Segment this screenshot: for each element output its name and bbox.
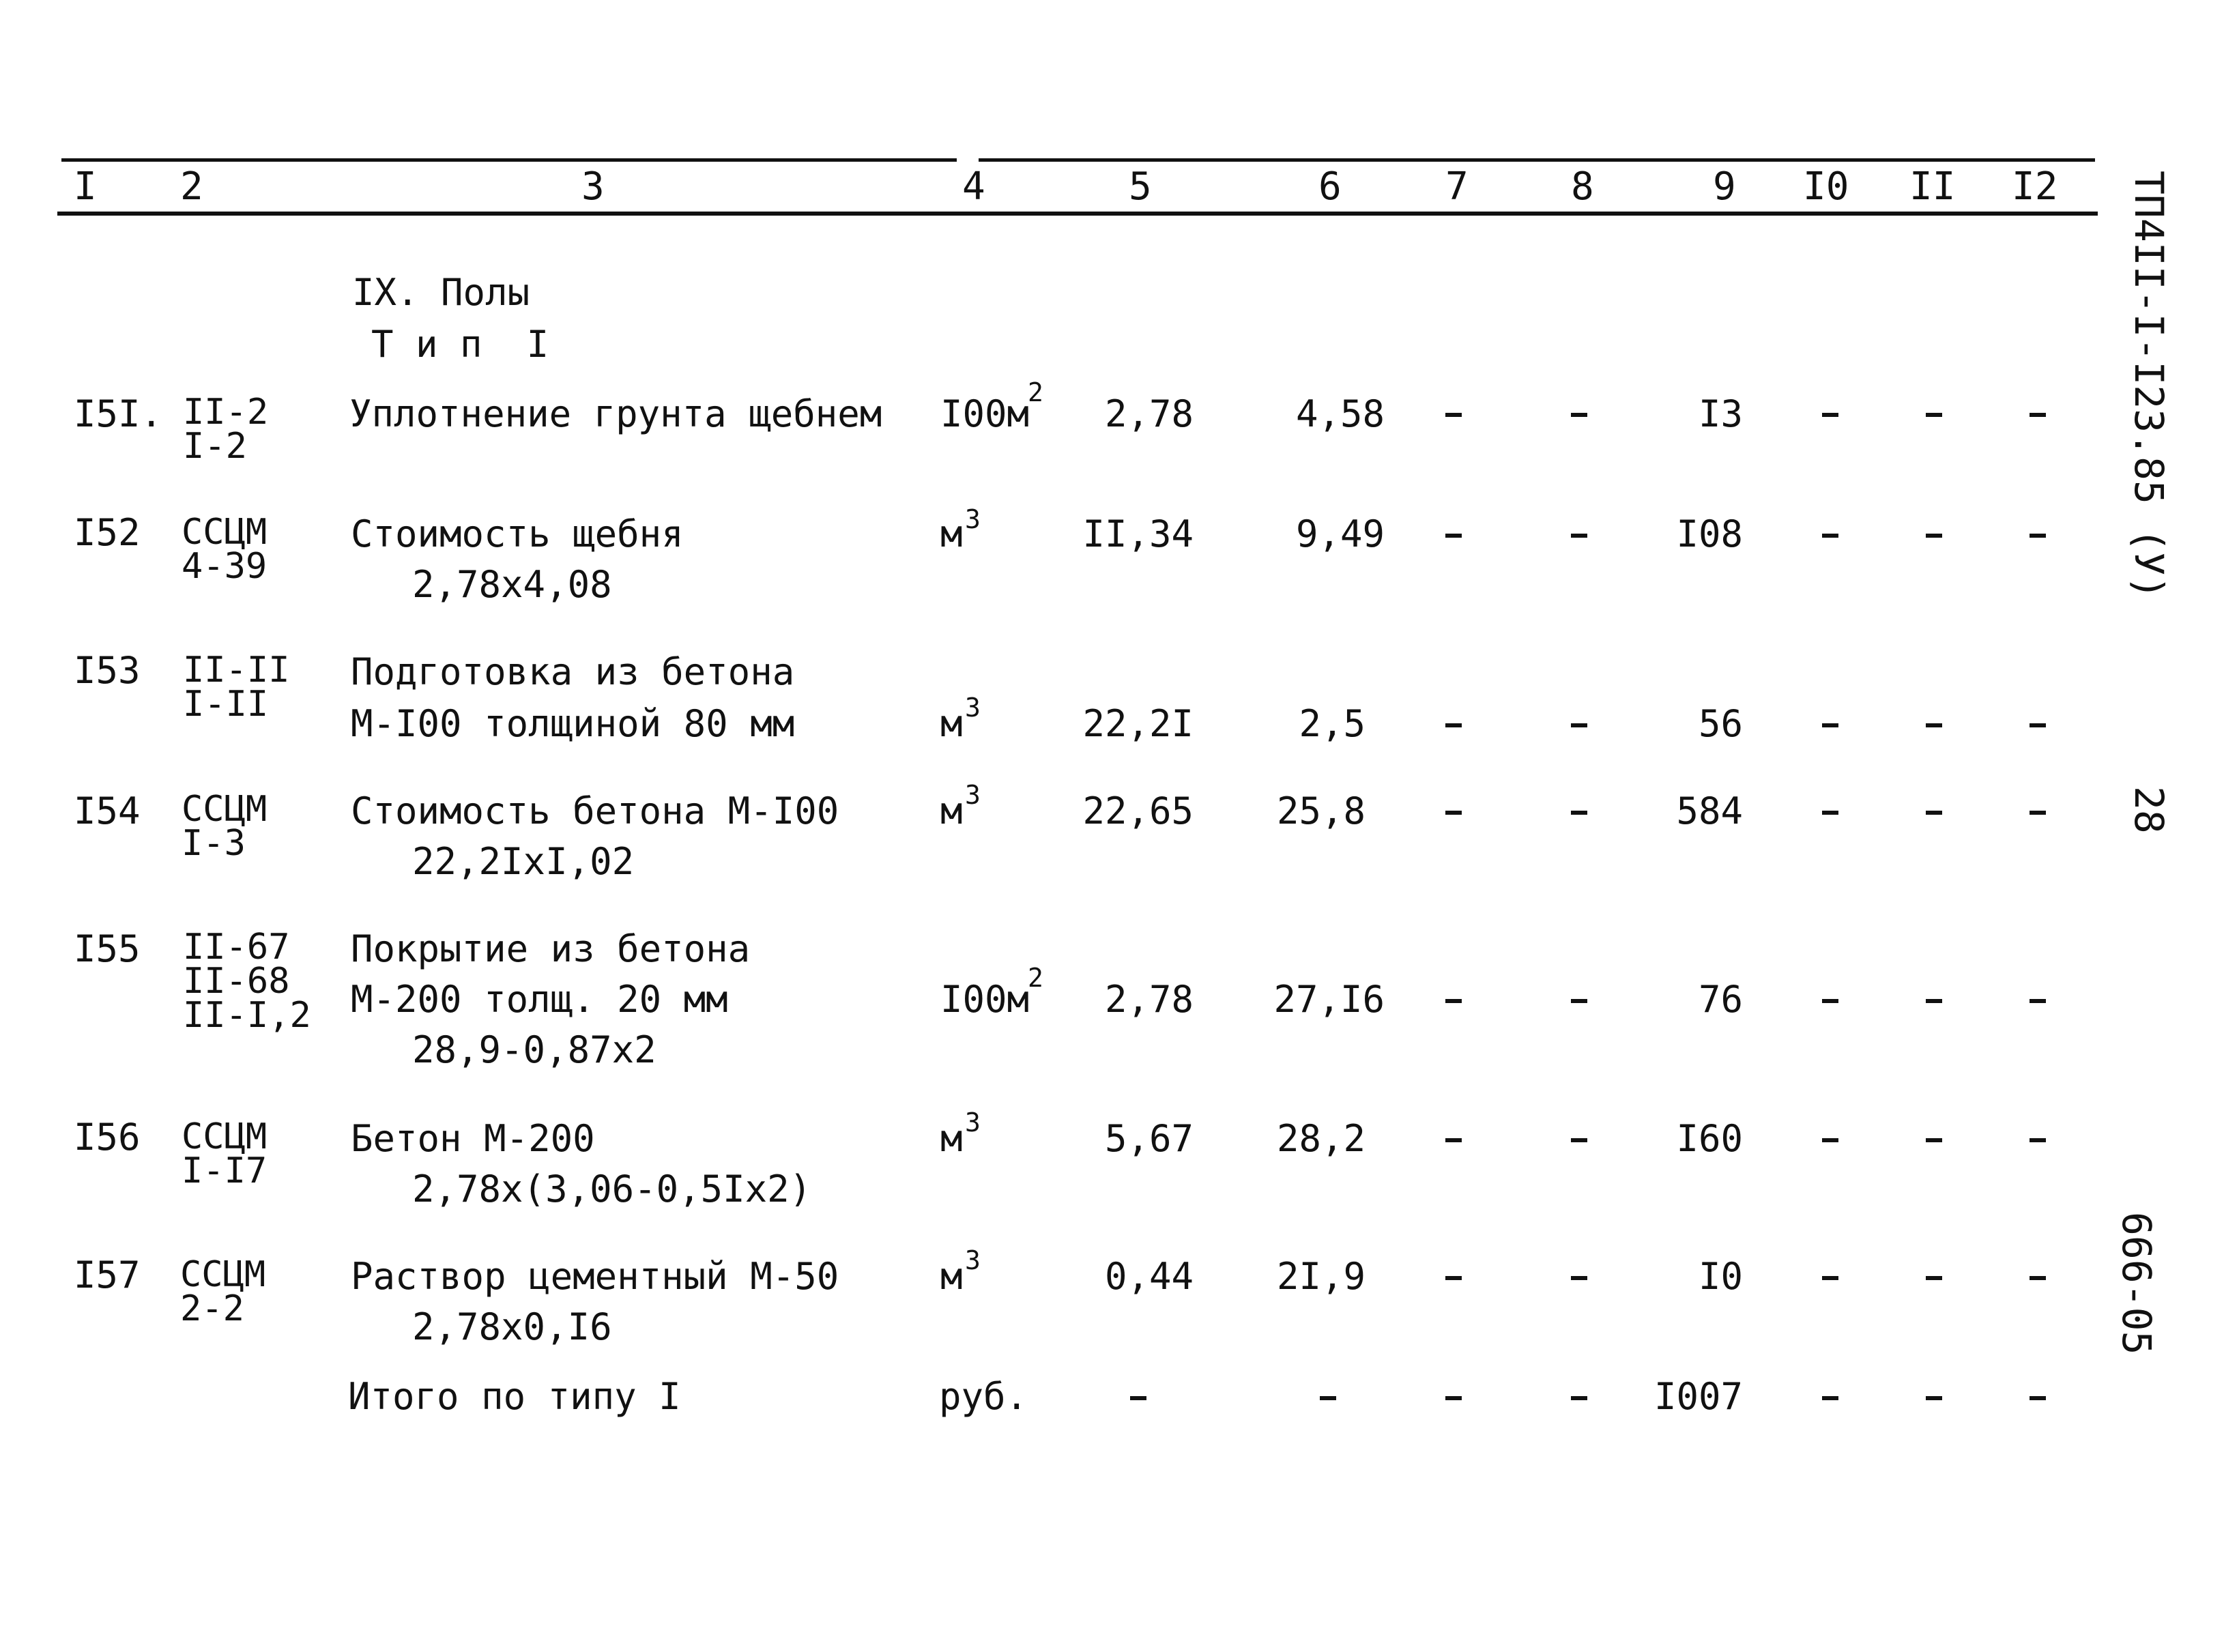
col-header-12: I2 bbox=[2012, 164, 2058, 209]
row-description-calc: 2,78x0,I6 bbox=[412, 1305, 612, 1348]
row-col9: I08 bbox=[1676, 512, 1743, 555]
row-col10-dash bbox=[1822, 723, 1838, 727]
row-col6: 28,2 bbox=[1276, 1117, 1366, 1160]
row-description: Стоимость бетона М-I00 bbox=[351, 789, 839, 832]
row-description: Раствор цементный М-50 bbox=[351, 1255, 839, 1298]
row-col12-dash bbox=[2030, 1138, 2046, 1142]
side-document-code: ТП4II-I-I23.85 (У) bbox=[2126, 171, 2172, 600]
row-col5: 2,78 bbox=[1104, 978, 1194, 1021]
row-col6: 27,I6 bbox=[1273, 978, 1385, 1021]
col-header-1: I bbox=[74, 164, 97, 209]
row-number: I55 bbox=[74, 927, 141, 970]
row-code-line: ССЦМ bbox=[180, 1254, 266, 1295]
row-number: I53 bbox=[74, 649, 141, 692]
row-unit-superscript: 3 bbox=[965, 504, 981, 534]
row-col12-dash bbox=[2030, 413, 2046, 417]
row-description: Стоимость щебня bbox=[351, 512, 684, 555]
row-code-line: ССЦМ bbox=[182, 512, 268, 553]
row-col5: II,34 bbox=[1082, 512, 1194, 555]
total-col10-dash bbox=[1822, 1396, 1838, 1400]
row-col7-dash bbox=[1445, 1276, 1462, 1280]
row-col11-dash bbox=[1926, 413, 1942, 417]
row-code-line: II-I,2 bbox=[183, 995, 311, 1036]
row-col8-dash bbox=[1571, 413, 1587, 417]
row-unit: м bbox=[940, 1255, 963, 1298]
row-col8-dash bbox=[1571, 999, 1587, 1003]
col-header-3: 3 bbox=[581, 164, 605, 209]
row-col10-dash bbox=[1822, 811, 1838, 815]
row-col8-dash bbox=[1571, 723, 1587, 727]
total-col6-dash bbox=[1320, 1396, 1336, 1400]
row-col11-dash bbox=[1926, 1276, 1942, 1280]
row-col7-dash bbox=[1445, 534, 1462, 538]
total-col9: I007 bbox=[1653, 1375, 1743, 1418]
row-description: Бетон М-200 bbox=[351, 1117, 595, 1160]
row-unit: м bbox=[940, 789, 963, 832]
header-top-rule-right bbox=[979, 158, 2095, 162]
row-col6: 25,8 bbox=[1276, 789, 1366, 832]
row-code-line: ССЦМ bbox=[182, 1116, 268, 1157]
header-top-rule-left bbox=[61, 158, 957, 162]
row-col7-dash bbox=[1445, 811, 1462, 815]
row-col6: 9,49 bbox=[1295, 512, 1385, 555]
col-header-7: 7 bbox=[1445, 164, 1469, 209]
row-col8-dash bbox=[1571, 811, 1587, 815]
row-description-line2: М-200 толщ. 20 мм bbox=[351, 978, 728, 1021]
row-col5: 0,44 bbox=[1104, 1255, 1194, 1298]
row-description-calc: 2,78x(3,06-0,5Ix2) bbox=[412, 1168, 812, 1211]
row-col6: 4,58 bbox=[1295, 392, 1385, 435]
row-description-calc: 22,2IxI,02 bbox=[412, 840, 635, 883]
total-col5-dash bbox=[1130, 1396, 1146, 1400]
row-col9: 584 bbox=[1676, 789, 1743, 832]
row-col11-dash bbox=[1926, 723, 1942, 727]
row-col10-dash bbox=[1822, 534, 1838, 538]
row-code-line: II-67 bbox=[183, 927, 290, 968]
row-col11-dash bbox=[1926, 811, 1942, 815]
row-code-line: II-2 bbox=[183, 392, 269, 433]
row-unit: I00м bbox=[940, 392, 1030, 435]
row-col10-dash bbox=[1822, 1138, 1838, 1142]
row-unit: I00м bbox=[940, 978, 1030, 1021]
row-unit-superscript: 3 bbox=[965, 1245, 981, 1275]
row-unit-superscript: 2 bbox=[1028, 963, 1043, 993]
row-col5: 22,2I bbox=[1082, 702, 1194, 745]
row-unit-superscript: 3 bbox=[965, 1107, 981, 1137]
row-description-line2: М-I00 толщиной 80 мм bbox=[351, 702, 795, 745]
row-col9: I3 bbox=[1698, 392, 1743, 435]
row-description: Уплотнение грунта щебнем bbox=[349, 392, 882, 435]
row-col6: 2,5 bbox=[1299, 702, 1366, 745]
header-bottom-rule bbox=[57, 212, 2098, 216]
row-description-calc: 2,78x4,08 bbox=[412, 563, 612, 606]
row-code-line: I-2 bbox=[183, 426, 247, 467]
col-header-4: 4 bbox=[962, 164, 985, 209]
row-col5: 2,78 bbox=[1104, 392, 1194, 435]
section-title: IX. Полы bbox=[352, 271, 530, 314]
row-unit-superscript: 3 bbox=[965, 693, 981, 723]
row-code-line: I-I7 bbox=[182, 1150, 268, 1191]
row-description-calc: 28,9-0,87x2 bbox=[412, 1028, 656, 1071]
row-col10-dash bbox=[1822, 413, 1838, 417]
row-col11-dash bbox=[1926, 1138, 1942, 1142]
row-code-line: ССЦМ bbox=[182, 789, 268, 830]
row-col7-dash bbox=[1445, 723, 1462, 727]
row-code-line: I-3 bbox=[182, 823, 246, 864]
row-number: I54 bbox=[74, 789, 141, 832]
col-header-9: 9 bbox=[1713, 164, 1736, 209]
total-col12-dash bbox=[2030, 1396, 2046, 1400]
row-unit-superscript: 3 bbox=[965, 780, 981, 810]
row-number: I56 bbox=[74, 1116, 141, 1159]
row-unit: м bbox=[940, 1117, 963, 1160]
row-col6: 2I,9 bbox=[1276, 1255, 1366, 1298]
row-col9: 76 bbox=[1698, 978, 1743, 1021]
row-code-line: 4-39 bbox=[182, 546, 268, 587]
row-description: Покрытие из бетона bbox=[351, 927, 751, 970]
row-col11-dash bbox=[1926, 999, 1942, 1003]
side-sheet-code: 666-05 bbox=[2113, 1212, 2160, 1355]
row-col10-dash bbox=[1822, 999, 1838, 1003]
row-code-line: II-II bbox=[183, 650, 290, 691]
row-col10-dash bbox=[1822, 1276, 1838, 1280]
row-col7-dash bbox=[1445, 1138, 1462, 1142]
row-col8-dash bbox=[1571, 1138, 1587, 1142]
row-unit: м bbox=[940, 702, 963, 745]
col-header-5: 5 bbox=[1129, 164, 1152, 209]
row-number: I52 bbox=[74, 511, 141, 554]
row-unit-superscript: 2 bbox=[1028, 377, 1043, 407]
row-number: I57 bbox=[74, 1254, 141, 1296]
row-col5: 5,67 bbox=[1104, 1117, 1194, 1160]
row-col12-dash bbox=[2030, 723, 2046, 727]
col-header-2: 2 bbox=[180, 164, 203, 209]
row-col5: 22,65 bbox=[1082, 789, 1194, 832]
row-code-line: I-II bbox=[183, 684, 269, 725]
row-col11-dash bbox=[1926, 534, 1942, 538]
row-col12-dash bbox=[2030, 534, 2046, 538]
total-col8-dash bbox=[1571, 1396, 1587, 1400]
total-col11-dash bbox=[1926, 1396, 1942, 1400]
row-col12-dash bbox=[2030, 999, 2046, 1003]
total-description: Итого по типу I bbox=[348, 1375, 681, 1418]
row-col12-dash bbox=[2030, 1276, 2046, 1280]
row-number: I5I. bbox=[74, 392, 163, 435]
row-col9: I60 bbox=[1676, 1117, 1743, 1160]
row-code-line: II-68 bbox=[183, 961, 290, 1002]
col-header-10: I0 bbox=[1803, 164, 1849, 209]
row-col8-dash bbox=[1571, 1276, 1587, 1280]
row-col7-dash bbox=[1445, 413, 1462, 417]
col-header-11: II bbox=[1909, 164, 1956, 209]
col-header-6: 6 bbox=[1318, 164, 1342, 209]
row-col7-dash bbox=[1445, 999, 1462, 1003]
section-type: Т и п I bbox=[371, 323, 549, 366]
row-col8-dash bbox=[1571, 534, 1587, 538]
row-description: Подготовка из бетона bbox=[351, 650, 795, 693]
row-code-line: 2-2 bbox=[180, 1288, 244, 1329]
row-col9: 56 bbox=[1698, 702, 1743, 745]
total-col7-dash bbox=[1445, 1396, 1462, 1400]
row-col12-dash bbox=[2030, 811, 2046, 815]
side-page-number: 28 bbox=[2126, 786, 2172, 834]
row-unit: м bbox=[940, 512, 963, 555]
total-unit: руб. bbox=[939, 1375, 1028, 1418]
col-header-8: 8 bbox=[1571, 164, 1594, 209]
row-col9: I0 bbox=[1698, 1255, 1743, 1298]
